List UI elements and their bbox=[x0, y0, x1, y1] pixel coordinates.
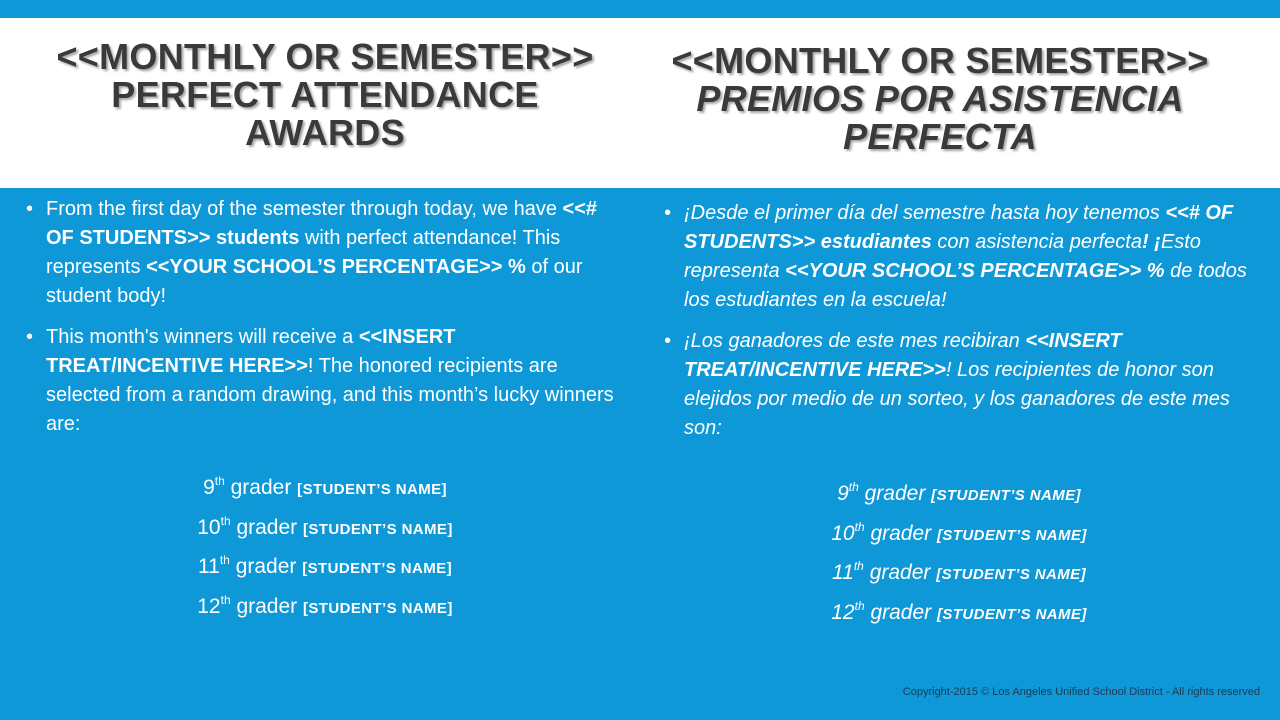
english-winners-list bbox=[26, 469, 624, 627]
winner-line bbox=[26, 469, 624, 509]
english-bullet-1 bbox=[26, 195, 624, 311]
grade-number: 10 bbox=[197, 515, 221, 539]
winner-line bbox=[664, 554, 1254, 594]
text: ! The honored recipients are selected from a random drawing, and this month’s lucky winners are: bbox=[46, 355, 614, 435]
text: Esto representa bbox=[684, 231, 1201, 282]
student-name-placeholder: [STUDENT’S NAME] bbox=[297, 481, 447, 498]
spanish-winners-list bbox=[664, 475, 1254, 633]
spanish-column bbox=[664, 199, 1254, 633]
student-name-placeholder: [STUDENT’S NAME] bbox=[303, 520, 453, 538]
incentive-placeholder: <<INSERT TREAT/INCENTIVE HERE>> bbox=[684, 330, 1122, 381]
spanish-bullet-2 bbox=[664, 327, 1254, 443]
students-placeholder: <<# OF STUDENTS>> estudiantes bbox=[684, 202, 1234, 253]
english-bullet-2 bbox=[26, 323, 624, 439]
spanish-title bbox=[640, 42, 1240, 156]
student-name-placeholder: [STUDENT’S NAME] bbox=[302, 560, 452, 577]
text: de todos los estudiantes en la escuela! bbox=[684, 260, 1247, 311]
grade-number: 12 bbox=[831, 600, 855, 624]
winner-line bbox=[664, 594, 1254, 634]
grader-label: grader bbox=[863, 561, 937, 584]
spanish-title-line3: PERFECTA bbox=[843, 116, 1037, 157]
grade-number: 12 bbox=[197, 594, 221, 618]
english-title-line1: <<MONTHLY OR SEMESTER>> bbox=[56, 36, 594, 77]
grade-number: 11 bbox=[198, 555, 220, 578]
ordinal-suffix: th bbox=[214, 474, 225, 488]
text: con asistencia perfecta bbox=[931, 231, 1142, 253]
text: ¡Desde el primer día del semestre hasta hoy tenemos bbox=[684, 202, 1166, 224]
grader-label: grader bbox=[229, 555, 303, 578]
spanish-title-line1: <<MONTHLY OR SEMESTER>> bbox=[671, 40, 1209, 81]
grade-number: 9 bbox=[837, 482, 849, 505]
title-header bbox=[0, 18, 1280, 188]
winner-line bbox=[664, 515, 1254, 555]
grade-number: 11 bbox=[832, 561, 854, 584]
spanish-bullet-list bbox=[664, 199, 1254, 443]
copyright-notice: Copyright-2015 © Los Angeles Unified School District - All rights reserved bbox=[902, 686, 1260, 698]
grader-label: grader bbox=[230, 594, 303, 618]
winner-line bbox=[26, 548, 624, 588]
winner-line bbox=[26, 509, 624, 549]
spanish-title-line2: PREMIOS POR ASISTENCIA bbox=[696, 78, 1184, 119]
text: ! Los recipientes de honor son elejidos por medio de un sorteo, y los ganadores de este mes son: bbox=[684, 359, 1230, 439]
grader-label: grader bbox=[864, 521, 937, 545]
percentage-placeholder: <<YOUR SCHOOL’S PERCENTAGE>> % bbox=[146, 256, 526, 278]
winner-line bbox=[26, 588, 624, 628]
top-bar bbox=[0, 0, 1280, 18]
students-placeholder: <<# OF STUDENTS>> students bbox=[46, 198, 598, 249]
ordinal-suffix: th bbox=[848, 480, 859, 494]
student-name-placeholder: [STUDENT’S NAME] bbox=[931, 487, 1081, 504]
ordinal-suffix: th bbox=[854, 519, 865, 534]
text: ¡Los ganadores de este mes recibiran bbox=[684, 330, 1026, 352]
ordinal-suffix: th bbox=[219, 553, 230, 567]
ordinal-suffix: th bbox=[853, 559, 864, 573]
percentage-placeholder: <<YOUR SCHOOL’S PERCENTAGE>> % bbox=[785, 260, 1165, 282]
exclamation: ! ¡ bbox=[1141, 231, 1161, 253]
ordinal-suffix: th bbox=[854, 598, 865, 613]
student-name-placeholder: [STUDENT’S NAME] bbox=[303, 599, 453, 617]
ordinal-suffix: th bbox=[220, 513, 231, 528]
grade-number: 9 bbox=[203, 476, 215, 499]
text: This month's winners will receive a bbox=[46, 326, 359, 348]
english-bullet-list bbox=[26, 195, 624, 439]
text: of our student body! bbox=[46, 256, 583, 307]
ordinal-suffix: th bbox=[220, 592, 231, 607]
student-name-placeholder: [STUDENT’S NAME] bbox=[937, 526, 1087, 544]
student-name-placeholder: [STUDENT’S NAME] bbox=[936, 566, 1086, 583]
grade-number: 10 bbox=[831, 521, 855, 545]
text: with perfect attendance! This represents bbox=[46, 227, 561, 278]
winner-line bbox=[664, 475, 1254, 515]
incentive-placeholder: <<INSERT TREAT/INCENTIVE HERE>> bbox=[46, 326, 456, 377]
english-title-line3: AWARDS bbox=[245, 112, 405, 153]
text: From the first day of the semester through today, we have bbox=[46, 198, 563, 220]
grader-label: grader bbox=[858, 482, 932, 505]
grader-label: grader bbox=[224, 476, 298, 499]
grader-label: grader bbox=[864, 600, 937, 624]
english-title bbox=[20, 38, 630, 152]
grader-label: grader bbox=[230, 515, 303, 539]
spanish-bullet-1 bbox=[664, 199, 1254, 315]
english-column bbox=[26, 195, 624, 627]
student-name-placeholder: [STUDENT’S NAME] bbox=[937, 605, 1087, 623]
english-title-line2: PERFECT ATTENDANCE bbox=[111, 74, 539, 115]
